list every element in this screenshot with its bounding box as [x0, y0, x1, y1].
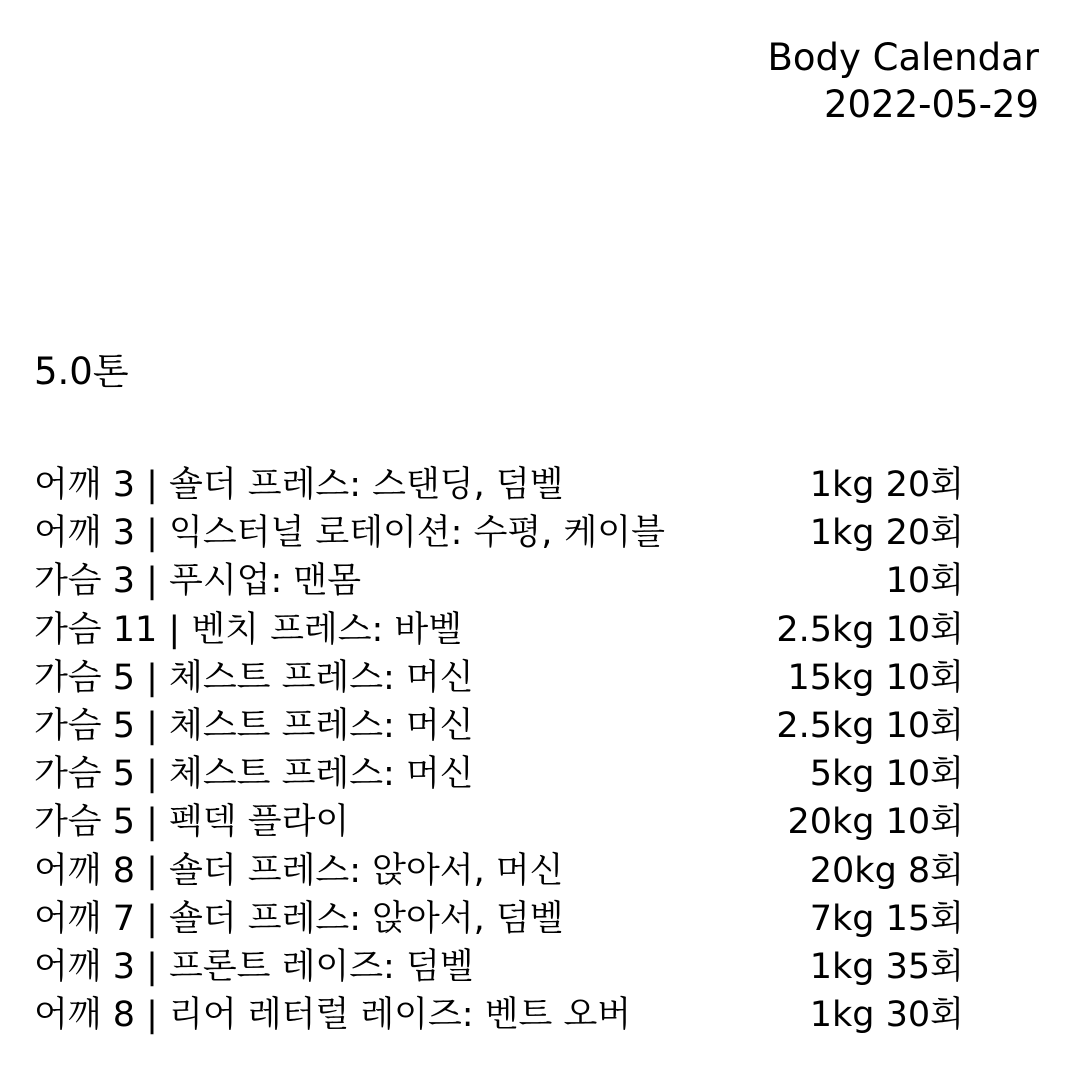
exercise-description: 가슴 3 | 푸시업: 맨몸 [34, 561, 362, 602]
exercise-description: 어깨 8 | 숄더 프레스: 앉아서, 머신 [34, 850, 564, 891]
exercise-description: 가슴 5 | 체스트 프레스: 머신 [34, 705, 474, 746]
list-item [34, 606, 964, 654]
list-item [34, 943, 964, 991]
list-item [34, 654, 964, 702]
exercise-amount: 1kg 20회 [809, 465, 964, 505]
exercise-list [34, 461, 964, 1039]
exercise-description: 가슴 5 | 펙덱 플라이 [34, 802, 350, 843]
list-item [34, 847, 964, 895]
list-item [34, 895, 964, 943]
list-item [34, 991, 964, 1039]
exercise-amount: 2.5kg 10회 [776, 705, 964, 746]
exercise-amount: 5kg 10회 [809, 754, 964, 795]
exercise-description: 어깨 3 | 익스터널 로테이션: 수평, 케이블 [34, 513, 665, 554]
exercise-amount: 20kg 8회 [809, 850, 964, 891]
exercise-description: 가슴 5 | 체스트 프레스: 머신 [34, 657, 474, 698]
list-item [34, 798, 964, 846]
exercise-amount: 1kg 20회 [809, 513, 964, 554]
total-volume: 5.0톤 [34, 350, 129, 393]
list-item [34, 509, 964, 557]
exercise-description: 어깨 3 | 프론트 레이즈: 덤벨 [34, 946, 474, 987]
exercise-description: 어깨 7 | 숄더 프레스: 앉아서, 덤벨 [34, 898, 564, 939]
list-item [34, 750, 964, 798]
list-item [34, 557, 964, 605]
exercise-description: 가슴 5 | 체스트 프레스: 머신 [34, 754, 474, 795]
list-item [34, 461, 964, 509]
exercise-amount: 1kg 35회 [809, 946, 964, 987]
exercise-amount: 15kg 10회 [787, 657, 964, 698]
exercise-description: 가슴 11 | 벤치 프레스: 바벨 [34, 609, 463, 650]
list-item [34, 702, 964, 750]
exercise-amount: 7kg 15회 [809, 898, 964, 939]
exercise-description: 어깨 8 | 리어 레터럴 레이즈: 벤트 오버 [34, 995, 632, 1036]
app-title: Body Calendar [767, 36, 1039, 79]
exercise-amount: 2.5kg 10회 [776, 609, 964, 650]
header [767, 34, 1039, 128]
exercise-amount: 10회 [885, 561, 964, 602]
exercise-description: 어깨 3 | 숄더 프레스: 스탠딩, 덤벨 [34, 465, 564, 505]
exercise-amount: 1kg 30회 [809, 995, 964, 1036]
exercise-amount: 20kg 10회 [787, 802, 964, 843]
date-label: 2022-05-29 [823, 83, 1039, 126]
